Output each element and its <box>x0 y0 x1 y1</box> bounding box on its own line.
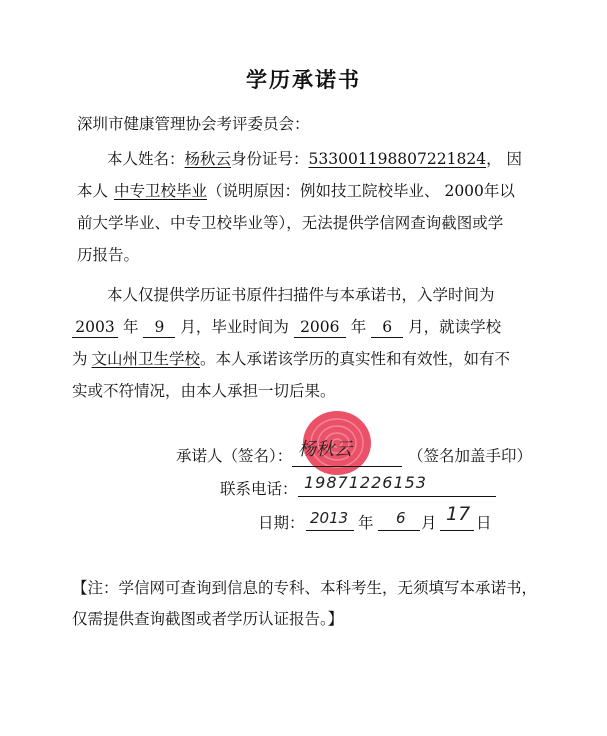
para1-line2-tail: （说明原因：例如技工院校毕业、 2000年以 <box>207 182 515 200</box>
date-day-line <box>440 530 474 531</box>
date-month: 6 <box>396 509 406 527</box>
date-year-line <box>306 530 354 531</box>
name-label: 本人姓名： <box>107 150 185 168</box>
enroll-year-char: 年 <box>122 318 139 336</box>
para1-line2-start: 本人 <box>77 182 109 200</box>
note-line2: 仅需提供查询截图或者学历认证报告。】 <box>72 610 344 628</box>
date-label: 日期： <box>258 514 305 532</box>
phone-label: 联系电话： <box>220 480 298 498</box>
enroll-month-char: 月 <box>180 318 196 336</box>
grad-year-char: 年 <box>350 318 367 336</box>
para1-line2 <box>77 181 515 201</box>
grad-month: 6 <box>371 317 403 338</box>
date-year-char: 年 <box>358 514 374 532</box>
document-title: 学历承诺书 <box>246 67 361 92</box>
phone-value: 19871226153 <box>304 473 427 492</box>
signature-note: （签名加盖手印） <box>408 447 533 465</box>
note-line1: 【注：学信网可查询到信息的专科、本科考生，无须填写本承诺书， <box>72 579 538 597</box>
id-label: 身份证号： <box>231 150 309 168</box>
date-year: 2013 <box>310 509 349 527</box>
date-month-line <box>378 530 420 531</box>
para2-line3-tail: 。本人承诺该学历的真实性和有效性，如有不 <box>200 350 511 368</box>
school-label: ，就读学校 <box>423 318 502 336</box>
signature-line <box>292 466 402 467</box>
reason-value: 中专卫校毕业 <box>114 182 208 200</box>
addressee: 深圳市健康管理协会考评委员会： <box>77 115 310 133</box>
grad-label: ，毕业时间为 <box>195 318 289 336</box>
date-day-char: 日 <box>476 514 492 532</box>
grad-month-char: 月 <box>408 318 424 336</box>
handwritten-signature: 杨秋云 <box>298 439 352 460</box>
grad-year: 2006 <box>294 317 346 338</box>
date-day: 17 <box>446 503 471 525</box>
para1-line4: 历报告。 <box>77 246 140 264</box>
id-number-value: 533001198807221824 <box>308 150 487 168</box>
school-value: 文山州卫生学校 <box>91 350 201 368</box>
para2-line1: 本人仅提供学历证书原件扫描件与本承诺书，入学时间为 <box>107 286 495 304</box>
signer-label: 承诺人（签名）： <box>176 447 293 465</box>
name-value: 杨秋云 <box>184 150 232 168</box>
para1-line1 <box>107 149 522 169</box>
para2-line3-start: 为 <box>72 350 88 368</box>
enroll-month: 9 <box>143 317 175 338</box>
para2-line3 <box>72 349 510 369</box>
enroll-year: 2003 <box>72 317 118 338</box>
para2-line4: 实或不符情况，由本人承担一切后果。 <box>72 382 336 400</box>
para1-line3: 前大学毕业、中专卫校毕业等），无法提供学信网查询截图或学 <box>77 214 504 232</box>
para2-line2 <box>72 317 501 338</box>
date-month-char: 月 <box>421 514 437 532</box>
phone-line <box>298 496 496 497</box>
para1-line1-tail: ， 因 <box>486 150 522 168</box>
